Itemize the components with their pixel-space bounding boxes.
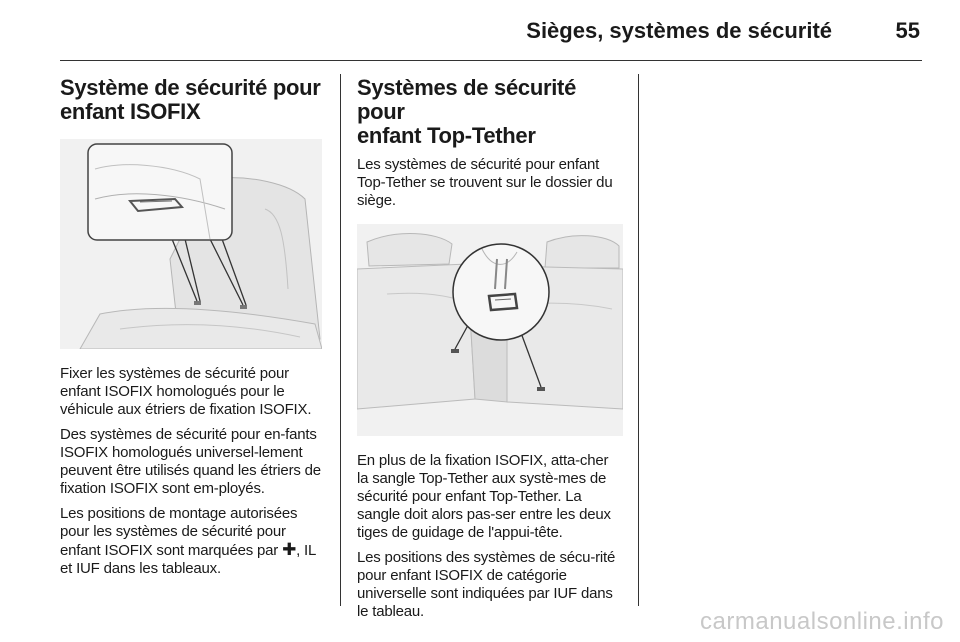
column-divider: [638, 74, 639, 606]
toptether-seat-illustration: [357, 224, 623, 436]
page-header: [60, 14, 922, 58]
isofix-heading: [60, 76, 322, 124]
watermark: carmanualsonline.info: [700, 608, 944, 635]
isofix-section: [60, 76, 322, 585]
toptether-heading-line2: enfant Top-Tether: [357, 123, 536, 148]
column-divider: [340, 74, 341, 606]
toptether-intro: Les systèmes de sécurité pour enfant Top-Tether se trouvent sur le dossier du siège.: [357, 156, 613, 209]
toptether-paragraph-1: En plus de la fixation ISOFIX, atta-cher la sangle Top-Tether aux systè-mes de sécurité pour enfant Top-Tether. La sangle doit alors pas-ser entre les deux tiges de guidage de l'appui-tête.: [357, 452, 611, 541]
isofix-heading-line2: enfant ISOFIX: [60, 99, 201, 124]
isofix-seat-illustration: [60, 139, 322, 349]
isofix-paragraph-3-end: , IL et IUF dans les tableaux.: [60, 542, 316, 577]
isofix-paragraph-3-text: Les positions de montage autorisées pour les systèmes de sécurité pour enfant ISOFIX sont marquées par: [60, 505, 298, 559]
toptether-section: [357, 76, 623, 628]
plus-icon: ✚: [282, 540, 297, 559]
isofix-heading-line1: Système de sécurité pour: [60, 75, 321, 100]
toptether-heading-line1: Systèmes de sécurité pour: [357, 75, 577, 124]
header-title: Sièges, systèmes de sécurité: [526, 18, 832, 43]
isofix-paragraph-3: [60, 505, 322, 578]
header-rule: [60, 60, 922, 61]
toptether-paragraph-2: Les positions des systèmes de sécu-rité pour enfant ISOFIX de catégorie universelle sont indiquées par IUF dans le tableau.: [357, 549, 616, 620]
isofix-paragraph-1: Fixer les systèmes de sécurité pour enfant ISOFIX homologués pour le véhicule aux étriers de fixation ISOFIX.: [60, 365, 312, 418]
toptether-heading: [357, 76, 623, 148]
isofix-paragraph-2: Des systèmes de sécurité pour en-fants ISOFIX homologués universel-lement peuvent être utilisés quand les étriers de fixation ISOFIX sont em-ployés.: [60, 426, 321, 497]
page-number: 55: [895, 18, 920, 43]
